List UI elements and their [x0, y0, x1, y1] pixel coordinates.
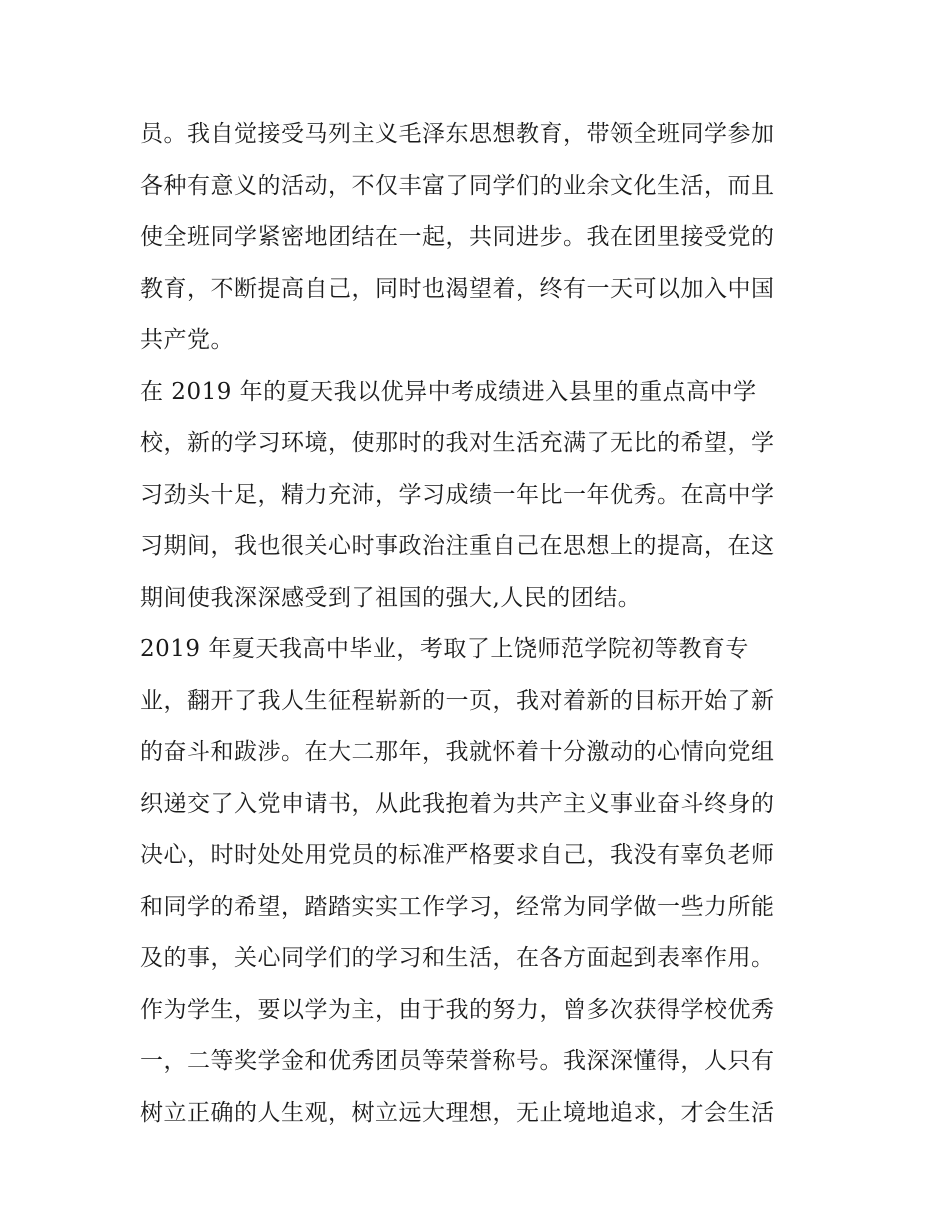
text-line: 共产党。 — [140, 327, 234, 353]
text-line: 业，翻开了我人生征程崭新的一页，我对着新的目标开始了新 — [140, 687, 775, 714]
text-line: 和同学的希望，踏踏实实工作学习，经常为同学做一些力所能 — [140, 893, 775, 920]
text-line: 校，新的学习环境，使那时的我对生活充满了无比的希望，学 — [140, 430, 775, 456]
text-line: 2019 年夏天我高中毕业，考取了上饶师范学院初等教育专 — [140, 636, 749, 662]
text-line: 各种有意义的活动，不仅丰富了同学们的业余文化生活，而且 — [140, 172, 775, 199]
text-line: 员。我自觉接受马列主义毛泽东思想教育，带领全班同学参加 — [140, 121, 775, 147]
text-line: 习劲头十足，精力充沛，学习成绩一年比一年优秀。在高中学 — [140, 481, 775, 508]
text-line: 作为学生，要以学为主，由于我的努力，曾多次获得学校优秀 — [140, 996, 775, 1023]
text-line: 一，二等奖学金和优秀团员等荣誉称号。我深深懂得，人只有 — [140, 1048, 775, 1074]
text-line: 期间使我深深感受到了祖国的强大,人民的团结。 — [140, 584, 642, 611]
text-line: 树立正确的人生观，树立远大理想，无止境地追求，才会生活 — [140, 1099, 775, 1126]
text-line: 使全班同学紧密地团结在一起，共同进步。我在团里接受党的 — [140, 224, 775, 250]
text-line: 织递交了入党申请书，从此我抱着为共产主义事业奋斗终身的 — [140, 790, 775, 817]
text-line: 在 2019 年的夏天我以优异中考成绩进入县里的重点高中学 — [140, 378, 757, 405]
text-line: 习期间，我也很关心时事政治注重自己在思想上的提高，在这 — [140, 533, 775, 559]
text-line: 的奋斗和跋涉。在大二那年，我就怀着十分激动的心情向党组 — [140, 739, 775, 765]
body-text — [140, 109, 820, 1139]
text-line: 决心，时时处处用党员的标准严格要求自己，我没有辜负老师 — [140, 842, 775, 868]
text-line: 及的事，关心同学们的学习和生活，在各方面起到表率作用。 — [140, 945, 775, 971]
text-line: 教育，不断提高自己，同时也渴望着，终有一天可以加入中国 — [140, 275, 775, 302]
